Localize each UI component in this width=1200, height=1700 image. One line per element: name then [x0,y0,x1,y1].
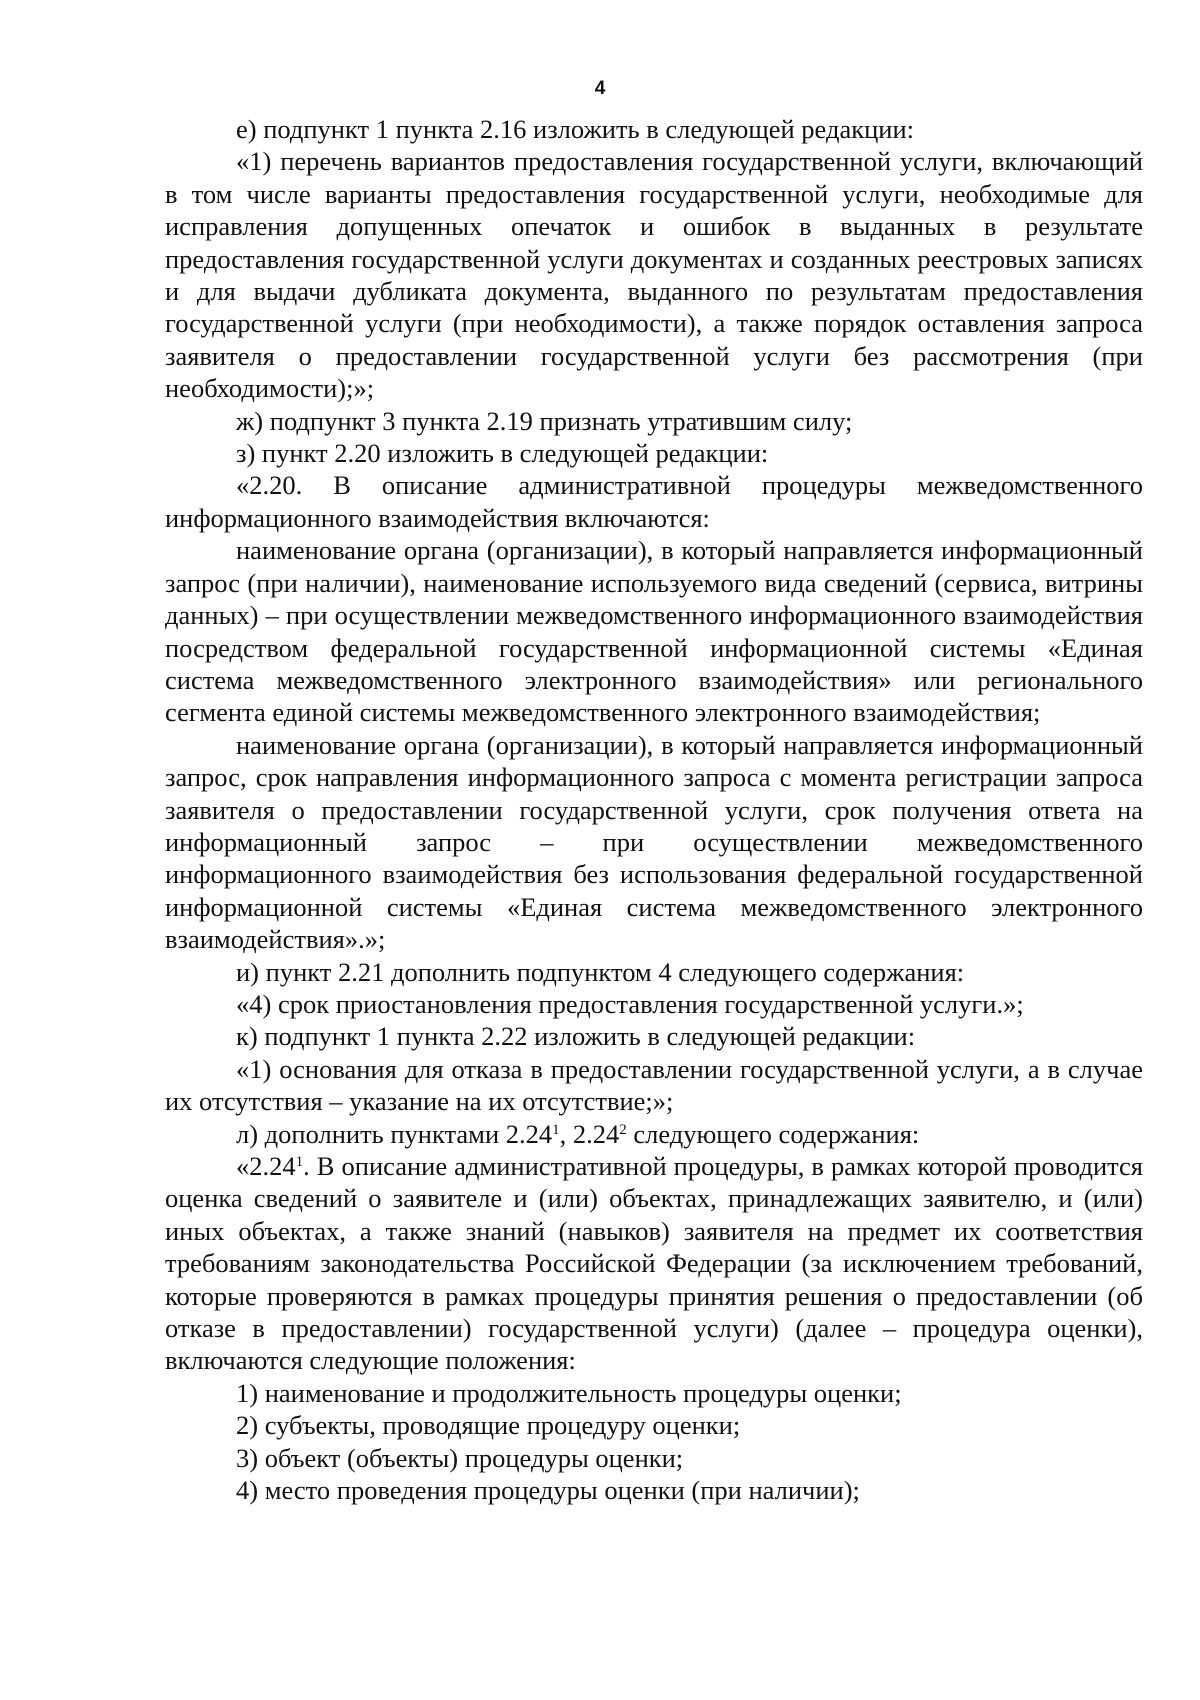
paragraph: наименование органа (организации), в который направляется информационный запрос (при наличии), наименование используемого вида сведений (сервиса, витрины данных) – при осуществлении межведомственного информационного взаимодействия посредством федеральной государственной информационной системы «Единая система межведомственного электронного взаимодействия» или регионального сегмента единой системы межведомственного электронного взаимодействия; [165,535,1143,728]
paragraph: е) подпункт 1 пункта 2.16 изложить в следующей редакции: [236,114,914,144]
list-item: 4) место проведения процедуры оценки (при наличии); [236,1475,860,1506]
list-item: 1) наименование и продолжительность процедуры оценки; [236,1377,902,1408]
text-run: «2.24 [236,1151,296,1181]
paragraph-2-24-1 [165,1150,1143,1377]
text-run: следующего содержания: [626,1118,920,1149]
page-number: 4 [594,78,606,99]
document-body [165,113,1143,1506]
paragraph: з) пункт 2.20 изложить в следующей редакции: [236,438,769,469]
paragraph: наименование органа (организации), в который направляется информационный запрос, срок направления информационного запроса с момента регистрации запроса заявителя о предоставлении государственной услуги, срок получения ответа на информационный запрос – при осуществлении межведомственного информационного взаимодействия без использования федеральной государственной информационной системы «Единая система межведомственного электронного взаимодействия».»; [165,729,1143,955]
paragraph: «1) основания для отказа в предоставлении государственной услуги, а в случае их отсутствия – указание на их отсутствие;»; [165,1053,1143,1117]
paragraph: ж) подпункт 3 пункта 2.19 признать утратившим силу; [236,405,853,436]
superscript: 1 [552,1121,560,1138]
paragraph: «2.20. В описание административной процедуры межведомственного информационного взаимодействия включаются: [165,470,1143,533]
superscript: 1 [295,1154,304,1170]
paragraph: «1) перечень вариантов предоставления государственной услуги, включающий в том числе варианты предоставления государственной услуги, необходимые для исправления допущенных опечаток и ошибок в выданных в результате предоставления государственной услуги документах и созданных реестровых записях и для выдачи дубликата документа, выданного по результатам предоставления государственной услуги (при необходимости), а также порядок оставления запроса заявителя о предоставлении государственной услуги без рассмотрения (при необходимости);»; [165,146,1143,404]
text-run: . В описание административной процедуры, в рамках которой проводится оценка сведений о заявителе и (или) объектах, принадлежащих заявителю, и (или) иных объектах, а также знаний (навыков) заявителя на предмет их соответствия требованиям законодательства Российской Федерации (за исключением требований, которые проверяются в рамках процедуры принятия решения о предоставлении (об отказе в предоставлении) государственной услуги) (далее – процедура оценки), включаются следующие положения: [165,1151,1143,1376]
text-run: , 2.24 [559,1118,620,1149]
paragraph: к) подпункт 1 пункта 2.22 изложить в следующей редакции: [236,1021,916,1052]
text-run: л) дополнить пунктами 2.24 [236,1118,553,1149]
list-item: 3) объект (объекты) процедуры оценки; [236,1442,684,1473]
paragraph: и) пункт 2.21 дополнить подпунктом 4 следующего содержания: [236,956,965,987]
list-item: 2) субъекты, проводящие процедуру оценки; [236,1410,741,1441]
paragraph-l [165,1118,1143,1150]
superscript: 2 [619,1121,627,1138]
paragraph: «4) срок приостановления предоставления государственной услуги.»; [236,988,1024,1019]
